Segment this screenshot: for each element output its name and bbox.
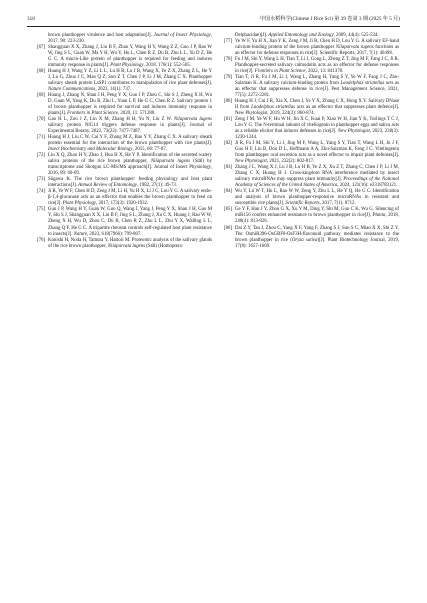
reference-source: , 2017, 173(3): 1920-1932. <box>96 201 149 207</box>
reference-text <box>235 141 399 165</box>
reference-source: , 2018, 176(1): 552-565. <box>143 63 191 69</box>
reference-source: , 2017, 98: 223-230. <box>48 33 212 45</box>
reference-italic: Nilaparvata lugens <box>150 159 191 165</box>
reference-entry <box>37 207 212 237</box>
reference-italic: Frontiers in Plant Science <box>67 111 118 117</box>
reference-source: , 2020, 11: 571280. <box>117 111 156 117</box>
reference-authors-title: Ge Y F, Han J Y, Zhou G X, Xu Y M, Ding Y, Shi M, Guo C K, Wu G. Silencing of miR156 confers enhanced resistance to brown planthopper in rice[J]. <box>235 207 399 219</box>
reference-authors-title: Huang H J, Cui J R, Xia X, Chen J, Ye Y X, Zhang C X, Hong X Y. Salivary DNase II from <box>235 99 399 111</box>
reference-source: (Stål) (Homoptera: <box>145 243 184 249</box>
reference-authors-title: Ye W F, Yu H X, Jian Y K, Zeng J M, Ji R, Chen H D, Lou Y G. A salivary EF-hand calcium-binding protein of the brown planthopper <box>235 39 399 51</box>
reference-italic: Applied Entomology and Zoology <box>268 33 334 38</box>
reference-entry <box>224 57 399 75</box>
reference-italic: Scientific Reports <box>285 201 320 207</box>
reference-authors-title: Tian T, Ji R, Fu J M, Li J, Wang L, Zhang H, Yang S Y, Ye W F, Fang J C, Zhu-Salzman K. A salivary calcium-binding protein from <box>235 75 399 87</box>
reference-text <box>48 135 212 153</box>
reference-authors-title: Sōgawa K. The rice brown planthopper: feeding physiology and host plant interactions[J]. <box>48 177 212 189</box>
page-number: 318 <box>27 16 35 22</box>
reference-italic: Planta <box>372 213 386 219</box>
reference-text <box>48 153 212 177</box>
reference-entry <box>37 93 212 117</box>
reference-source: , 2015, 66: 77-87. <box>132 147 167 153</box>
reference-entry <box>224 165 399 189</box>
reference-entry <box>37 45 212 69</box>
reference-source: , 2009, 44(4): 525-534. <box>333 33 379 38</box>
reference-source: , 2023, 14(1): 737. <box>95 87 132 93</box>
reference-italic: Laodelphax striatellus <box>340 81 385 87</box>
reference-number: [69] <box>37 93 46 99</box>
reference-italic: Nature Communications <box>48 87 96 93</box>
reference-column-left <box>37 33 212 250</box>
reference-source: salivary protein NlG14 triggers defense response in plants[J]. Journal of Experimental Botany, 2022, 73(22): 7477-7487. <box>48 123 212 135</box>
reference-source: , 2022, 13: 841378. <box>305 69 344 75</box>
reference-number: [67] <box>37 45 46 51</box>
reference-text <box>235 165 399 189</box>
reference-authors-title: Delphacidae)[J]. <box>235 33 269 38</box>
header-rule <box>27 26 400 27</box>
reference-entry <box>224 117 399 141</box>
reference-number: [78] <box>224 57 233 63</box>
reference-number: [77] <box>224 39 233 45</box>
reference-text <box>48 189 212 207</box>
reference-authors-title: Wu Y, Lü W T, Hu L, Rao W W, Zeng Y, Zhu L L, He Y Q, He G C. Identification and analysis of brown planthopper-responsive microRNAs in resistant and susceptible rice plants[J]. <box>235 189 399 207</box>
reference-entry <box>224 207 399 225</box>
reference-italic: New Phytologist <box>235 159 267 165</box>
reference-number: [70] <box>37 117 46 123</box>
reference-authors-title: Fu J M, Shi Y, Wang L H, Tian T, Li J, Gong L, Zheng Z T, Jing M F, Fang J C, Ji R. Planthopper-secreted salivary calmodulin acts as an effector for defense responses in rice[J]. <box>235 57 399 75</box>
reference-number: [82] <box>224 141 233 147</box>
reference-source: , 2017, 7(1): 8712. <box>319 201 356 207</box>
reference-italic: Nilaparvata lugens <box>335 45 374 51</box>
reference-italic: Laodelphax striatellus <box>251 105 296 111</box>
reference-entry <box>37 189 212 207</box>
reference-text <box>48 238 212 250</box>
reference-text <box>235 226 399 250</box>
reference-entry <box>37 117 212 135</box>
reference-authors-title: Konishi H, Noda H, Tamura Y, Hattori M. Proteomic analysis of the salivary glands of the rice brown planthopper, <box>48 237 212 249</box>
reference-entry <box>37 135 212 153</box>
reference-text <box>48 33 212 45</box>
reference-italic: Proceedings of the National Academy of Sciences of the United States of America <box>235 177 399 189</box>
reference-text <box>48 69 212 93</box>
reference-italic: Nature <box>73 231 87 237</box>
reference-source: acts as an effector that suppresses defense in rice[J]. Pest Management Science, 2021, 77(5): 2272-2281. <box>235 81 399 99</box>
reference-italic: Annual Review of Entomology <box>78 183 137 189</box>
reference-text <box>48 177 212 189</box>
reference-number: [72] <box>37 153 46 159</box>
reference-entry <box>37 33 212 45</box>
reference-italic: Frontiers in Plant Science <box>254 69 306 75</box>
reference-entry <box>37 238 212 250</box>
reference-authors-title: Ji R, Ye W F, Chen H D, Zeng J M, Li H, Yu H X, Li J C, Lou Y G. A salivary endo-β-1,4-glucanase acts as an effector that enables the brown planthopper to feed on rice[J]. <box>48 189 212 207</box>
reference-entry <box>37 177 212 189</box>
reference-text <box>235 75 399 99</box>
reference-italic: Plant Physiology <box>110 63 144 69</box>
reference-source: acts as an effector that suppresses plant defence[J]. New Phytologist, 2019, 224(2): 860-874. <box>235 105 399 117</box>
reference-italic: Plant Physiology <box>62 201 97 207</box>
reference-italic: Oryza sativa <box>291 237 318 243</box>
reference-text <box>235 189 399 207</box>
reference-entry <box>224 141 399 165</box>
reference-authors-title: Huang H J, Wang Y Z, Li L L, Lu H B, Lu J B, Wang X, Ye Z X, Zhang Z L, He Y J, Lu G, Zhuo J C, Mao Q Z, Sun Z T, Chen J P, Li J M, Zhang C X. Planthopper salivary sheath protein LsSP1 contributes to manipulation of rice plant defenses[J]. <box>48 69 212 87</box>
reference-authors-title: Gao H L, Zou J Z, Lin X M, Zhang H H, Yu N, Liu Z W. <box>48 117 174 123</box>
reference-authors-title: brown planthopper virulence and host adaptation[J]. <box>48 33 154 38</box>
reference-number: [75] <box>37 207 46 213</box>
reference-source: , 2023, 618(7966): 799-807. <box>86 231 142 237</box>
reference-source: functions as an effector for defense responses in rice[J]. Scientific Reports, 2017, 7(1): 40498. <box>235 45 399 57</box>
reference-number: [79] <box>224 75 233 81</box>
reference-authors-title: Shangguan X X, Zhang J, Liu B F, Zhao Y, Wang H Y, Wang Z Z, Guo J P, Rao W W, Jing S L, Guan W, Ma Y H, Wu Y, Hu L, Chen R Z, Du B, Zhu L L, Yu D Z, He G C. A mucin-Like protein of planthopper is required for feeding and induces immunity response in plants[J]. <box>48 45 212 69</box>
reference-number: [80] <box>224 99 233 105</box>
reference-source: , 2018, 248(4): 813-826. <box>235 213 399 225</box>
reference-source: (Stål) by transcriptome and Shotgun LC-MS/MS approach[J]. Journal of Insect Physiology, 2016, 89: 60-69. <box>48 159 213 177</box>
reference-authors-title: Zhang J L, Wang X J, Lu J B, Lu H B, Ye Z X, Xu Z T, Zhang C, Chen J P, Li J M, Zhang C X, Huang H J. Cross-kingdom RNA interference mediated by insect salivary microRNAs may suppress plant immunity[J]. <box>235 165 399 183</box>
reference-italic: Journal of Insect Physiology <box>153 33 211 38</box>
reference-authors-title: Huang J, Zhang N, Shan J H, Peng Y X, Guo J P, Zhou C, Shi S J, Zheng X H, Wu D, Guan W, Yang K, Du B, Zhu L, Yuan L P, He G C, Chen R Z. Salivary protein 1 of brown planthopper is required for survival and induces immunity response in plants[J]. <box>48 93 212 117</box>
reference-authors-title: Ji R, Fu J M, Shi Y, Li J, Jing M F, Wang L, Yang S Y, Tian T, Wang L H, Ju J F, Guo H F, Liu B, Dou D L, Hoffmann A A, Zhu-Salzman K, Fang J C. Vitellogenin from planthopper oral secretion acts as a novel effector to impair plant defenses[J]. <box>235 141 399 159</box>
reference-number: [71] <box>37 135 46 141</box>
reference-source: )[J]. Plant Biotechnology Journal, 2019, 17(8): 1657-1669. <box>235 237 399 249</box>
reference-text <box>48 45 212 69</box>
reference-text <box>235 57 399 75</box>
reference-number: [81] <box>224 117 233 123</box>
reference-entry <box>37 153 212 177</box>
reference-entry <box>224 99 399 117</box>
reference-text <box>48 93 212 117</box>
reference-italic: Nilaparvata lugens <box>173 117 212 123</box>
reference-text <box>48 117 212 135</box>
reference-text <box>235 39 399 57</box>
reference-number: [84] <box>224 189 233 195</box>
reference-number: [74] <box>37 189 46 195</box>
reference-text <box>235 99 399 117</box>
reference-italic: Nilaparvata lugens <box>107 243 146 249</box>
reference-number: [68] <box>37 69 46 75</box>
reference-number: [76] <box>37 237 46 243</box>
reference-source: , 2024, 121(16): e2318783121. <box>337 183 398 189</box>
reference-source: , 2021, 232(2): 802-817. <box>266 159 315 165</box>
reference-number: [86] <box>224 225 233 231</box>
reference-authors-title: Dai Z Y, Tan J, Zhou C, Yang X F, Yang F, Zhang S J, Sun S C, Miao X X, Shi Z Y. The OsmiR396-OsGRF8-OsF3H-flavonoid pathway mediates resistance to the brown planthopper in rice ( <box>235 225 399 243</box>
reference-text <box>48 207 212 237</box>
reference-entry <box>37 69 212 93</box>
reference-entry <box>224 226 399 250</box>
reference-authors-title: Huang H J, Liu C W, Cai Y F, Zhang M Z, Bao Y Y, Zhang C X. A salivary sheath protein essential for the interaction of the brown planthopper with rice plants[J]. <box>48 135 212 147</box>
reference-authors-title: Zeng J M, Ye W F, Hu W H, Jin X C, Kuai P, Xiao W H, Jian Y K, Turlings T C J, Lou Y G. The N-terminal subunit of vitellogenin in planthopper eggs and saliva acts as a reliable elicitor that induces defenses in rice[J]. <box>235 117 399 135</box>
reference-entry <box>224 75 399 99</box>
reference-source: , 1982, 27(1): 49-73. <box>136 183 178 189</box>
reference-number: [85] <box>224 207 233 213</box>
reference-number: [73] <box>37 177 46 183</box>
reference-italic: New Phytologist <box>337 129 370 135</box>
reference-authors-title: Guo J P, Wang H Y, Guan W, Guo Q, Wang J, Yang J, Peng Y X, Shan J H, Gao M Y, Shi S J, Shangguan X X, Liu B F, Jing S L, Zhang J, Xu C X, Huang J, Rao W W, Zheng X H, Wu D, Zhou C, Du B, Chen R Z, Zhu L L, Zhu Y X, Walling L L, Zhang Q F, He G C. A tripartite rheostat controls self-regulated host plant resistance to insects[J]. <box>48 207 212 237</box>
journal-citation-line: 中国水稻科学(Chinese J Rice Sci) 第 39 卷第 3 期 (2025 年 5 月) <box>259 16 400 22</box>
reference-column-right <box>224 33 399 250</box>
reference-number: [83] <box>224 165 233 171</box>
reference-authors-title: Liu X Q, Zhou H Y, Zhao J, Hua H X, He Y P. Identification of the secreted watery saliva proteins of the rice brown planthopper, <box>48 153 212 165</box>
reference-entry <box>224 39 399 57</box>
reference-source: , 2023, 238(3): 1230-1244. <box>235 129 399 141</box>
reference-text <box>235 207 399 225</box>
running-header <box>27 14 400 24</box>
reference-italic: Insect Biochemistry and Molecular Biology <box>48 147 133 153</box>
reference-text <box>235 117 399 141</box>
reference-entry <box>224 189 399 207</box>
